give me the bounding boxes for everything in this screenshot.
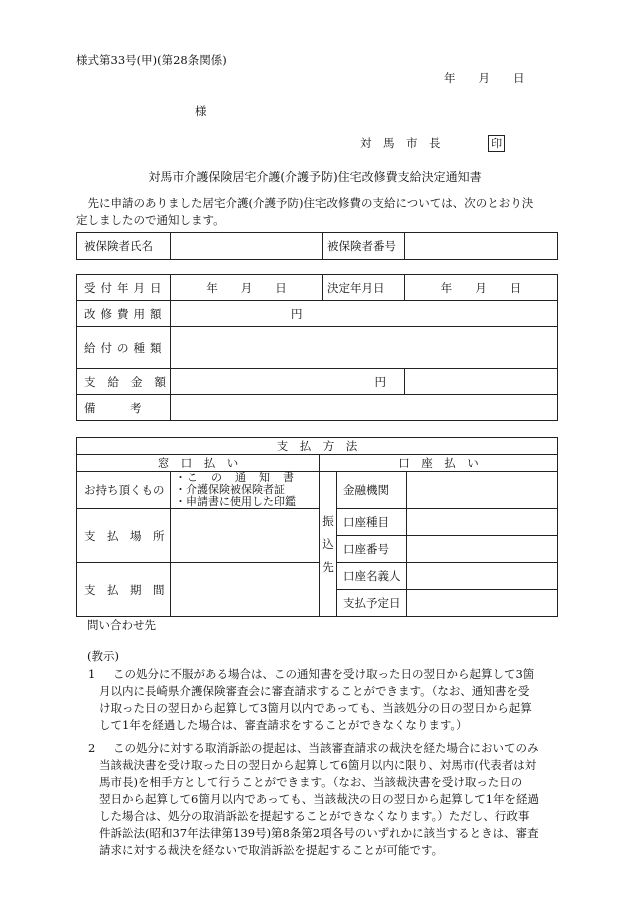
instruction-line: 月以内に長崎県介護保険審査会に審査請求することができます。（なお、通知書を受 <box>99 684 530 698</box>
instruction-line: 件訴訟法(昭和37年法律第139号)第8条第2項各号のいずれかに該当するときは、審査 <box>99 826 539 840</box>
bring-item: ・介護保険被保険者証 <box>175 483 285 496</box>
date-line: 年 月 日 <box>444 71 525 85</box>
insured-number-label: 被保険者番号 <box>323 233 405 260</box>
issuer-name: 対 馬 市 長 <box>360 136 441 150</box>
payment-amount-label: 支給金額 <box>77 369 171 395</box>
account-number-field[interactable] <box>407 536 558 563</box>
bank-field[interactable] <box>407 472 558 509</box>
benefit-type-label: 給付の種類 <box>77 327 171 369</box>
instruction-1 <box>88 666 568 734</box>
instruction-line: した場合は、処分の取消訴訟を提起することができなくなります。）ただし、行政事 <box>99 809 530 823</box>
received-date-label: 受付年月日 <box>77 275 171 301</box>
account-payment-header: 口 座 払 い <box>320 455 558 472</box>
transfer-destination-label <box>320 472 337 617</box>
seal-mark: 印 <box>488 135 505 152</box>
payment-period-field[interactable] <box>171 563 320 617</box>
instruction-number: 1 <box>88 667 96 681</box>
intro-line: 定しましたので通知します。 <box>76 213 225 227</box>
insured-name-field[interactable] <box>171 233 323 260</box>
cost-field[interactable]: 円 <box>171 301 558 327</box>
instruction-line: この処分に不服がある場合は、この通知書を受け取った日の翌日から起算して3箇 <box>113 667 535 681</box>
bring-label: お持ち頂くもの <box>77 472 171 509</box>
account-number-label: 口座番号 <box>337 536 407 563</box>
received-date-field[interactable]: 年 月 日 <box>171 275 323 301</box>
details-table <box>76 274 558 421</box>
bring-items <box>171 472 320 509</box>
payment-period-label: 支 払 期 間 <box>77 563 171 617</box>
instruction-line: 馬市長)を相手方として行うことができます。（なお、当該裁決書を受け取った日の <box>99 775 523 789</box>
payment-place-label: 支 払 場 所 <box>77 509 171 563</box>
payment-table <box>76 437 558 617</box>
transfer-char: 振 <box>322 513 334 528</box>
account-holder-label: 口座名義人 <box>337 563 407 590</box>
remarks-field[interactable] <box>171 395 558 421</box>
instruction-line: 当該裁決書を受け取った日の翌日から起算して6箇月以内に限り、対馬市(代表者は対 <box>99 758 537 772</box>
scheduled-date-field[interactable] <box>407 590 558 617</box>
payment-place-field[interactable] <box>171 509 320 563</box>
insured-name-label: 被保険者氏名 <box>77 233 171 260</box>
instruction-line: 翌日から起算して6箇月以内であっても、当該裁決の日の翌日から起算して1年を経過 <box>99 792 540 806</box>
intro-line: 先に申請のありました居宅介護(介護予防)住宅改修費の支給については、次のとおり決 <box>76 196 534 210</box>
instruction-line: 請求に対する裁決を経ないで取消訴訟を提起することが可能です。 <box>99 843 444 857</box>
form-number: 様式第33号(甲)(第28条関係) <box>76 53 227 67</box>
payment-amount-field[interactable]: 円 <box>171 369 405 395</box>
bring-item: ・申請書に使用した印鑑 <box>175 495 296 508</box>
inquiry-label: 問い合わせ先 <box>87 618 156 632</box>
scheduled-date-label: 支払予定日 <box>337 590 407 617</box>
account-type-field[interactable] <box>407 509 558 536</box>
page-title: 対馬市介護保険居宅介護(介護予防)住宅改修費支給決定通知書 <box>148 170 482 184</box>
payment-amount-blank <box>405 369 558 395</box>
benefit-type-field[interactable] <box>171 327 558 369</box>
instruction-line: この処分に対する取消訴訟の提起は、当該審査請求の裁決を経た場合においてのみ <box>113 741 539 755</box>
intro-text <box>76 195 533 229</box>
transfer-char: 込 <box>322 536 334 551</box>
decided-date-label: 決定年月日 <box>323 275 405 301</box>
instruction-number: 2 <box>88 741 96 755</box>
payment-method-header: 支 払 方 法 <box>77 438 558 455</box>
instruction-line: け取った日の翌日から起算して3箇月以内であっても、当該処分の日の翌日から起算 <box>99 701 532 715</box>
instruction-header: (教示) <box>87 649 119 663</box>
insured-table <box>76 232 558 260</box>
account-holder-field[interactable] <box>407 563 558 590</box>
instruction-line: して1年を経過した場合は、審査請求をすることができなくなります。） <box>99 718 468 732</box>
window-payment-header: 窓 口 払 い <box>77 455 320 472</box>
insured-number-field[interactable] <box>405 233 558 260</box>
remarks-label: 備 考 <box>77 395 171 421</box>
instruction-2 <box>88 740 568 859</box>
addressee-suffix: 様 <box>195 104 207 118</box>
transfer-char: 先 <box>322 559 334 574</box>
decided-date-field[interactable]: 年 月 日 <box>405 275 558 301</box>
bring-item: ・こ の 通 知 書 <box>175 471 295 484</box>
cost-label: 改修費用額 <box>77 301 171 327</box>
account-type-label: 口座種目 <box>337 509 407 536</box>
bank-label: 金融機関 <box>337 472 407 509</box>
issuer <box>360 135 505 152</box>
